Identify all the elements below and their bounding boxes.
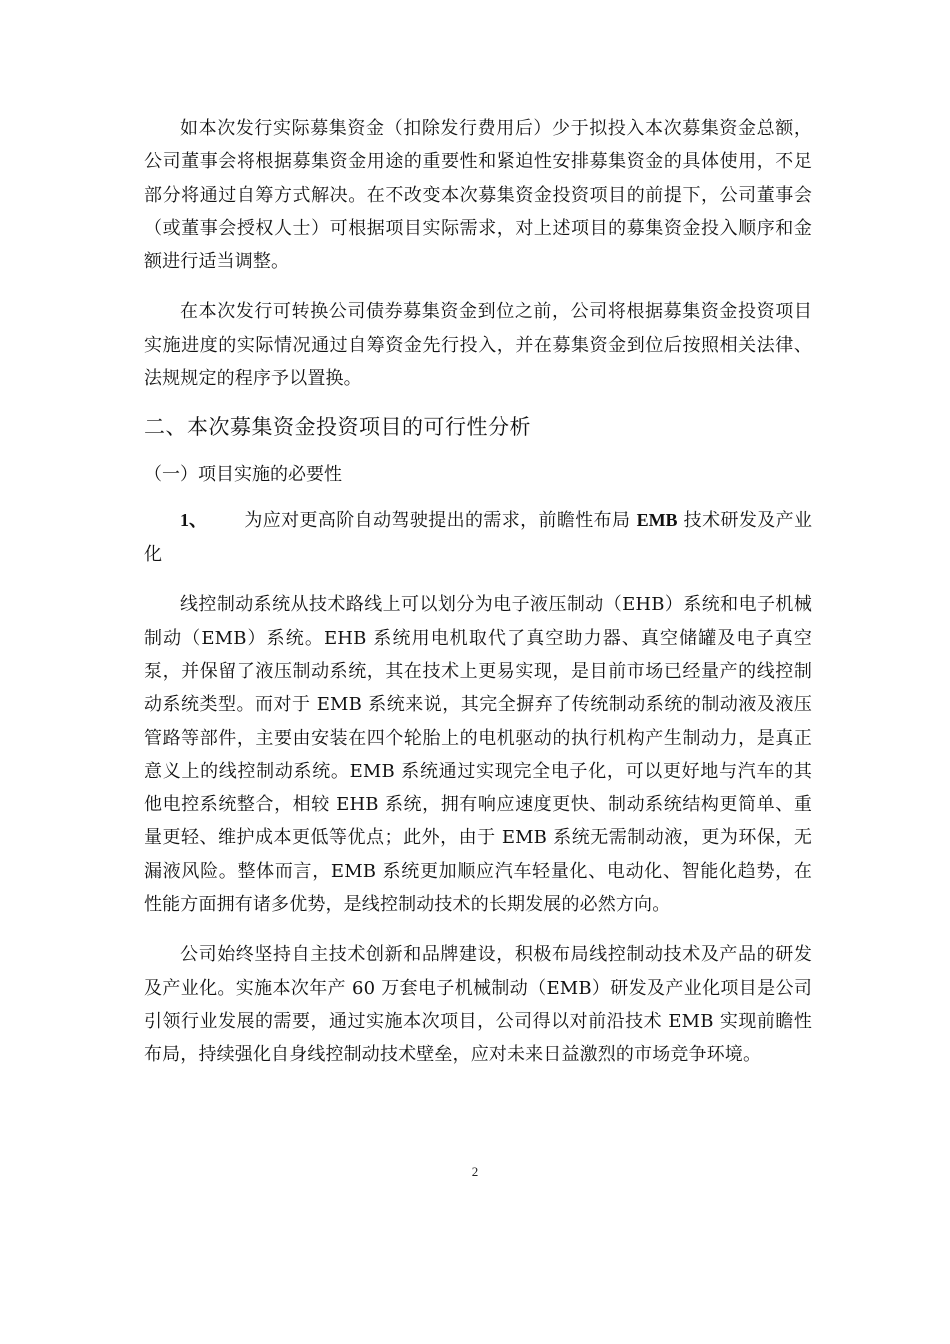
body-block xyxy=(144,588,812,1071)
paragraph-pre-investment: 在本次发行可转换公司债券募集资金到位之前，公司将根据募集资金投资项目实施进度的实际情况通过自筹资金先行投入，并在募集资金到位后按照相关法律、法规规定的程序予以置换。 xyxy=(144,301,812,390)
item-heading-bold-term: EMB xyxy=(636,510,678,531)
section-heading: 二、本次募集资金投资项目的可行性分析 xyxy=(144,415,531,440)
page-content xyxy=(144,112,812,1072)
paragraph-emb-overview: 线控制动系统从技术路线上可以划分为电子液压制动（EHB）系统和电子机械制动（EMB）系统。EHB 系统用电机取代了真空助力器、真空储罐及电子真空泵，并保留了液压制动系统，其在技术上更易实现，是目前市场已经量产的线控制动系统类型。而对于 EMB 系统来说，其完全摒弃了传统制动系统的制动液及液压管路等部件，主要由安装在四个轮胎上的电机驱动的执行机构产生制动力，是真正意义上的线控制动系统。EMB 系统通过实现完全电子化，可以更好地与汽车的其他电控系统整合，相较 EHB 系统，拥有响应速度更快、制动系统结构更简单、重量更轻、维护成本更低等优点；此外，由于 EMB 系统无需制动液，更为环保，无漏液风险。整体而言，EMB 系统更加顺应汽车轻量化、电动化、智能化趋势，在性能方面拥有诸多优势，是线控制动技术的长期发展的必然方向。 xyxy=(144,594,812,916)
item-number: 1、 xyxy=(180,510,207,531)
subsection-heading: （一）项目实施的必要性 xyxy=(144,464,342,486)
page-number: 2 xyxy=(471,1164,479,1179)
paragraph-fund-shortfall: 如本次发行实际募集资金（扣除发行费用后）少于拟投入本次募集资金总额，公司董事会将根据募集资金用途的重要性和紧迫性安排募集资金的具体使用，不足部分将通过自筹方式解决。在不改变本次募集资金投资项目的前提下，公司董事会（或董事会授权人士）可根据项目实际需求，对上述项目的募集资金投入顺序和金额进行适当调整。 xyxy=(144,118,812,273)
item-heading xyxy=(144,503,812,572)
item-heading-text-before: 为应对更高阶自动驾驶提出的需求，前瞻性布局 xyxy=(244,510,637,532)
paragraph-company-strategy: 公司始终坚持自主技术创新和品牌建设，积极布局线控制动技术及产品的研发及产业化。实施本次年产 60 万套电子机械制动（EMB）研发及产业化项目是公司引领行业发展的需要，通过实施本次项目，公司得以对前沿技术 EMB 实现前瞻性布局，持续强化自身线控制动技术壁垒，应对未来日益激烈的市场竞争环境。 xyxy=(144,944,812,1066)
item-heading-text-after: 技术研发及产业化 xyxy=(144,510,812,566)
